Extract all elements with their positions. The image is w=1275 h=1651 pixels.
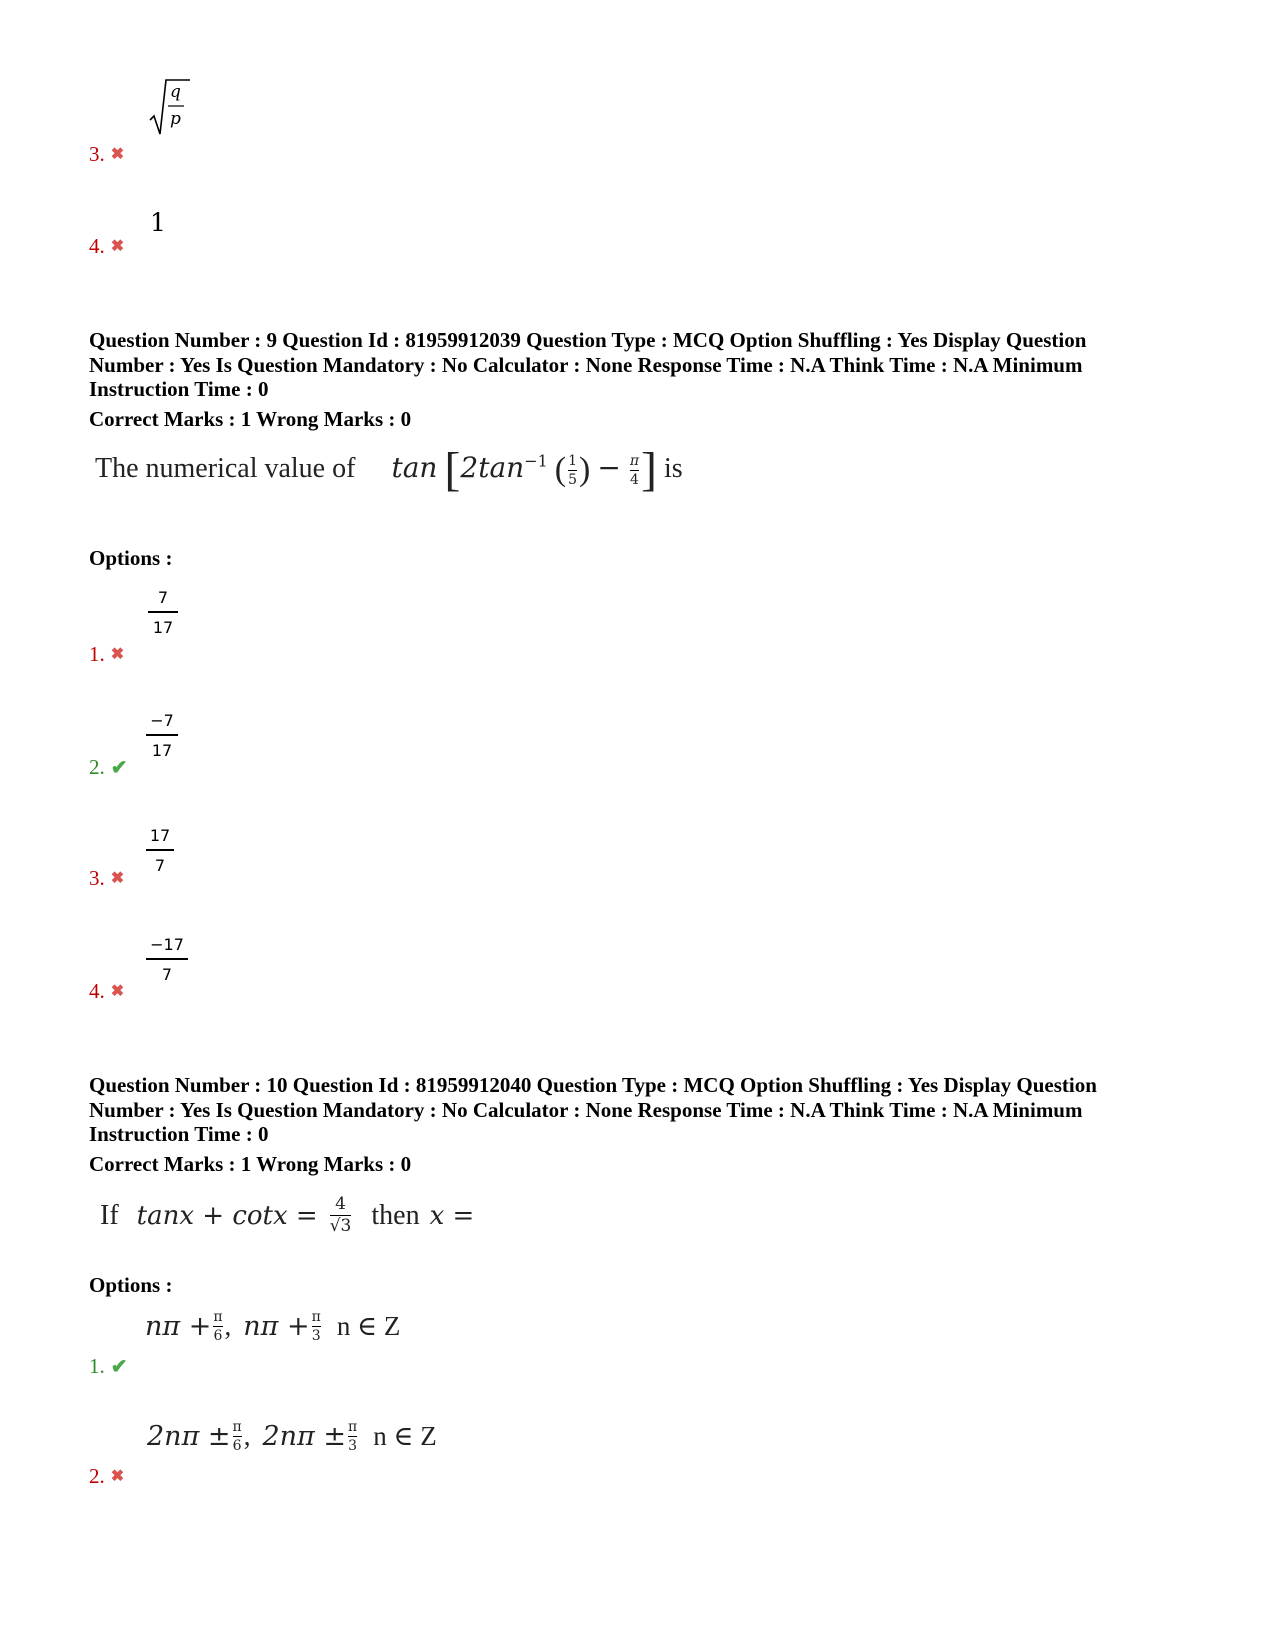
stem-superscript: −1 [524,451,548,471]
question-9-marks: Correct Marks : 1 Wrong Marks : 0 [89,407,412,431]
stem-tan: tan [391,451,438,484]
q9-option-2-number [89,757,128,778]
term-b: 2nπ ± [262,1421,347,1452]
fraction-a [233,1420,242,1453]
frac-numerator: −7 [150,711,174,730]
stem-pi-over-4 [630,454,639,487]
q10-option-1-number [89,1356,128,1377]
frac-denominator: 7 [154,855,166,875]
question-10-options-label: Options : [89,1273,173,1297]
wrong-mark-icon: ✖ [110,1468,125,1485]
check-mark-icon: ✔ [110,1356,128,1378]
frac-denominator: 17 [151,740,173,760]
stem-fraction [568,454,577,487]
right-bracket: ] [641,443,658,496]
q9-option-1-number [89,644,124,665]
frac-numerator: π [311,1309,321,1325]
set-notation: n ∈ Z [373,1421,437,1451]
frac-denominator: 17 [152,617,174,637]
option-number-label: 2. [89,1464,105,1488]
frac-numerator: 17 [149,826,171,845]
option-4-value: 1 [150,208,166,237]
term-a: nπ + [145,1311,212,1342]
frac-denominator: 6 [213,1328,223,1344]
option-3-number [89,144,124,165]
stem-suffix: is [664,453,683,484]
frac-denominator: 3 [311,1328,321,1344]
option-number-label: 1. [89,1354,105,1378]
option-4-number [89,236,124,257]
option-number-label: 4. [89,234,105,258]
stem-text: The numerical value of [95,453,356,484]
stem-four: 4 [629,472,639,489]
question-9-stem [95,443,683,496]
question-10-meta: Question Number : 10 Question Id : 81959912040 Question Type : MCQ Option Shuffling : Yes Display Question Number : Yes Is Question Mandatory : No Calculator : None Response Time : N.A Think Time : N.A Minimum Instruction Time : 0 [89,1073,1097,1146]
stem-inner: 2tan [460,451,525,484]
option-number-label: 3. [89,142,105,166]
stem-if: If [100,1199,119,1231]
q10-option-2-number [89,1466,124,1487]
frac-denominator: p [170,109,181,129]
stem-expression: tanx + cotx = [136,1200,318,1231]
stem-frac-den: 5 [568,472,578,489]
q9-option-3-number [89,868,124,889]
question-10-stem [100,1196,474,1235]
frac-numerator: π [213,1309,223,1325]
set-notation: n ∈ Z [336,1311,401,1341]
separator: , [224,1311,232,1341]
q9-option-4-number [89,981,124,1002]
option-number-label: 3. [89,866,105,890]
question-9-options-label: Options : [89,546,173,570]
q10-option-1-value [145,1310,400,1343]
option-number-label: 1. [89,642,105,666]
stem-fraction [330,1196,352,1235]
separator: , [243,1421,251,1451]
stem-then: then [371,1199,420,1231]
stem-pi: π [629,453,640,470]
frac-denominator: 3 [348,1438,358,1454]
q9-option-2-value [146,711,178,760]
fraction-b [348,1420,357,1453]
wrong-mark-icon: ✖ [110,646,125,663]
left-paren: ( [554,451,567,488]
q9-option-4-value [146,935,188,984]
question-9-meta: Question Number : 9 Question Id : 81959912039 Question Type : MCQ Option Shuffling : Yes Display Question Number : Yes Is Question Mandatory : No Calculator : None Response Time : N.A Think Time : N.A Minimum Instruction Time : 0 [89,328,1087,401]
wrong-mark-icon: ✖ [110,146,125,163]
fraction-b [312,1310,321,1343]
wrong-mark-icon: ✖ [110,870,125,887]
frac-numerator: −17 [150,935,184,954]
stem-frac-num: 1 [568,453,578,470]
q9-option-3-value [146,826,174,875]
stem-minus: − [597,451,621,484]
frac-numerator: 7 [157,588,169,607]
frac-numerator: q [170,82,181,102]
option-number-label: 4. [89,979,105,1003]
frac-denominator: 7 [161,964,173,984]
frac-numerator: π [348,1419,358,1435]
fraction-a [213,1310,222,1343]
option-number-label: 2. [89,755,105,779]
stem-x: x = [429,1200,475,1231]
q10-option-2-value [147,1420,437,1453]
check-mark-icon: ✔ [110,757,128,779]
question-10-marks: Correct Marks : 1 Wrong Marks : 0 [89,1152,412,1176]
frac-denominator: 6 [232,1438,242,1454]
sqrt-q-over-p [148,76,196,138]
stem-frac-num: 4 [335,1194,346,1214]
stem-frac-den: √3 [329,1216,352,1236]
frac-numerator: π [232,1419,242,1435]
wrong-mark-icon: ✖ [110,238,125,255]
left-bracket: [ [444,443,461,496]
wrong-mark-icon: ✖ [110,983,125,1000]
term-b: nπ + [243,1311,310,1342]
term-a: 2nπ ± [147,1421,231,1452]
q9-option-1-value [148,588,178,637]
right-paren: ) [579,451,591,488]
